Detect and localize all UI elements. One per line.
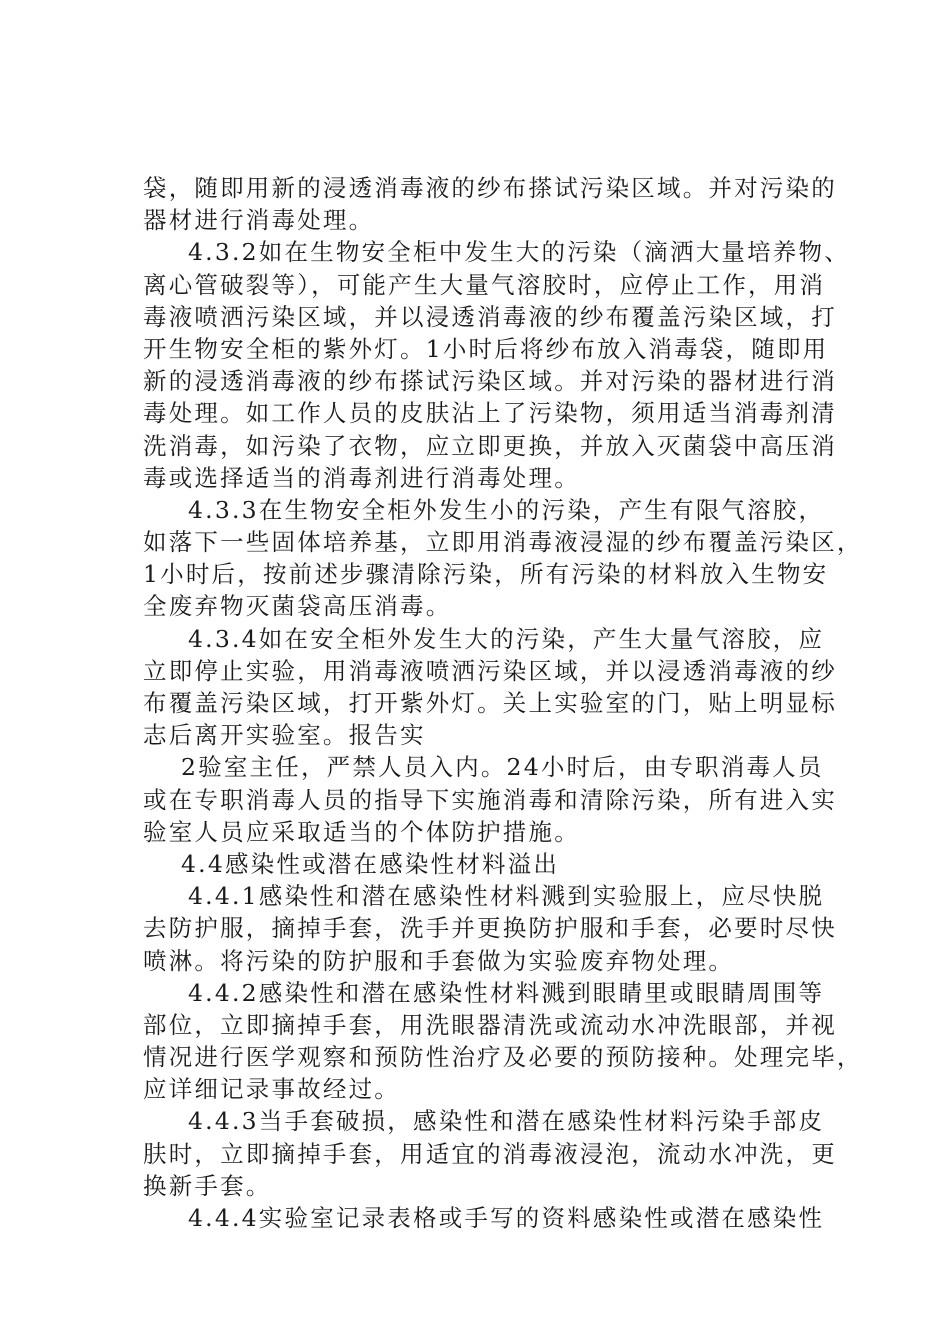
- paragraph-4-3-3-start: 4.3.3在生物安全柜外发生小的污染，产生有限气溶胶，: [188, 495, 825, 524]
- text-line: 1小时后，按前述步骤清除污染，所有污染的材料放入生物安: [143, 560, 829, 589]
- text-line: 或在专职消毒人员的指导下实施消毒和清除污染，所有进入实: [143, 785, 837, 814]
- text-line: 志后离开实验室。报告实: [143, 721, 426, 750]
- text-line: 立即停止实验，用消毒液喷洒污染区域，并以浸透消毒液的纱: [143, 656, 837, 685]
- paragraph-4-3-4-start: 4.3.4如在安全柜外发生大的污染，产生大量气溶胶，应: [188, 624, 825, 653]
- paragraph-4-4-4-start: 4.4.4实验室记录表格或手写的资料感染性或潜在感染性: [188, 1204, 825, 1232]
- text-line: 全废弃物灭菌袋高压消毒。: [143, 592, 452, 621]
- text-line: 离心管破裂等），可能产生大量气溶胶时，应停止工作，用消: [143, 270, 826, 299]
- text-line: 肤时，立即摘掉手套，用适宜的消毒液浸泡，流动水冲洗，更: [143, 1139, 837, 1168]
- text-line: 如落下一些固体培养基，立即用消毒液浸湿的纱布覆盖污染区，: [143, 528, 863, 557]
- paragraph-4-4-2-start: 4.4.2感染性和潜在感染性材料溅到眼睛里或眼睛周围等: [188, 978, 825, 1007]
- text-line: 部位，立即摘掉手套，用洗眼器清洗或流动水冲洗眼部，并视: [143, 1010, 837, 1039]
- text-line: 毒或选择适当的消毒剂进行消毒处理。: [143, 463, 580, 492]
- text-line: 2验室主任，严禁人员入内。24小时后，由专职消毒人员: [181, 753, 824, 782]
- document-body: [143, 172, 863, 1234]
- paragraph-4-4-3-start: 4.4.3当手套破损，感染性和潜在感染性材料污染手部皮: [188, 1107, 825, 1136]
- text-line: 验室人员应采取适当的个体防护措施。: [143, 817, 580, 846]
- text-line: 器材进行消毒处理。: [143, 206, 375, 235]
- text-line: 喷淋。将污染的防护服和手套做为实验废弃物处理。: [143, 946, 735, 975]
- text-line: 布覆盖污染区域，打开紫外灯。关上实验室的门，贴上明显标: [143, 689, 837, 717]
- paragraph-4-4-1-start: 4.4.1感染性和潜在感染性材料溅到实验服上，应尽快脱: [188, 882, 825, 911]
- section-heading-4-4: 4.4感染性或潜在感染性材料溢出: [181, 849, 560, 878]
- text-line: 开生物安全柜的紫外灯。1小时后将纱布放入消毒袋，随即用: [143, 334, 829, 363]
- paragraph-4-3-2-start: 4.3.2如在生物安全柜中发生大的污染（滴洒大量培养物、: [188, 238, 850, 267]
- text-line: 情况进行医学观察和预防性治疗及必要的预防接种。处理完毕，: [143, 1043, 863, 1072]
- text-line: 新的浸透消毒液的纱布搽试污染区域。并对污染的器材进行消: [143, 367, 837, 396]
- text-line: 袋，随即用新的浸透消毒液的纱布搽试污染区域。并对污染的: [143, 174, 837, 202]
- text-line: 换新手套。: [143, 1171, 272, 1200]
- text-line: 洗消毒，如污染了衣物，应立即更换，并放入灭菌袋中高压消: [143, 431, 837, 460]
- text-line: 去防护服，摘掉手套，洗手并更换防护服和手套，必要时尽快: [143, 914, 837, 943]
- text-line: 毒液喷洒污染区域，并以浸透消毒液的纱布覆盖污染区域，打: [143, 302, 837, 331]
- text-line: 毒处理。如工作人员的皮肤沾上了污染物，须用适当消毒剂清: [143, 399, 837, 428]
- text-line: 应详细记录事故经过。: [143, 1075, 400, 1104]
